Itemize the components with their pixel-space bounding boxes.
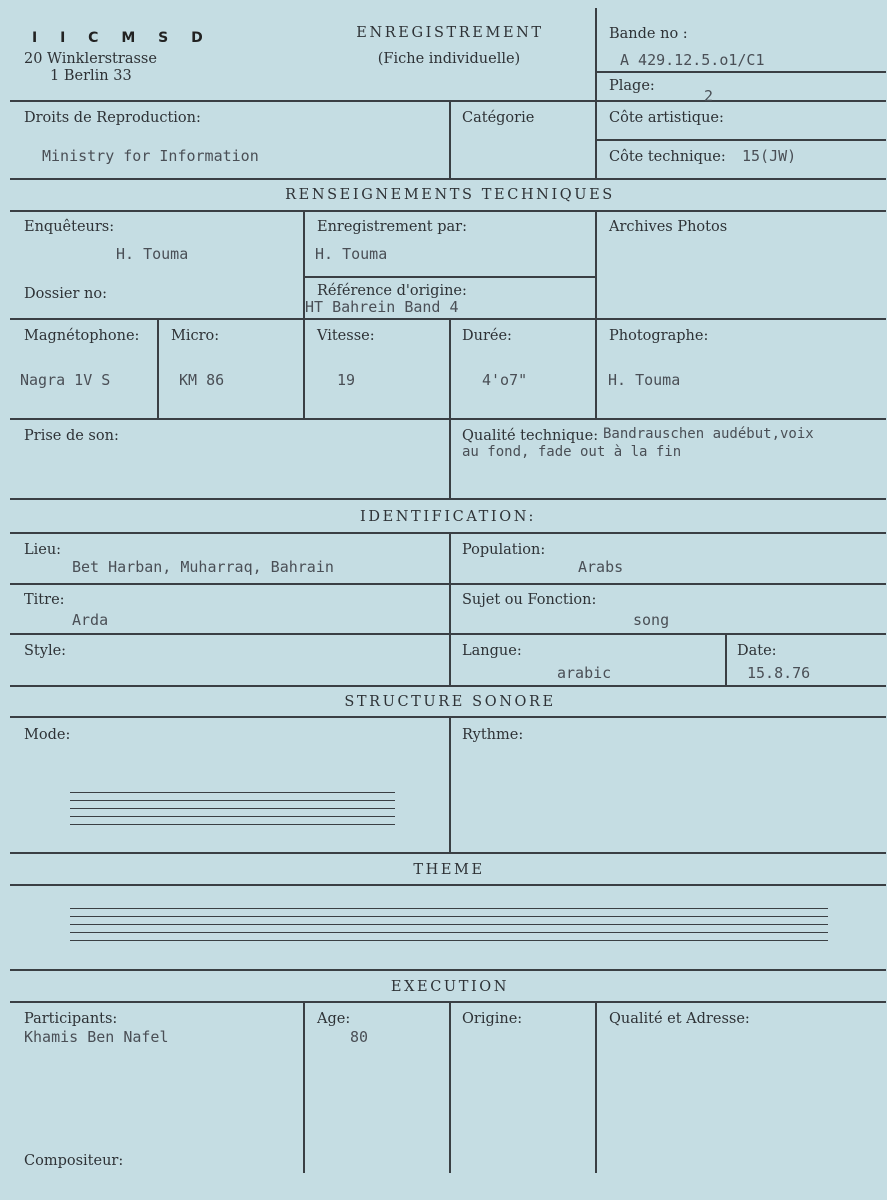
lieu-value: Bet Harban, Muharraq, Bahrain [72, 558, 334, 576]
section-structure: STRUCTURE SONORE [344, 694, 556, 710]
rule-execution-bottom [10, 1001, 886, 1003]
population-label: Population: [462, 542, 546, 558]
rule-execution-top [10, 969, 886, 971]
mode-staff-line [70, 816, 395, 817]
qualite-adresse-label: Qualité et Adresse: [609, 1011, 750, 1027]
participants-label: Participants: [24, 1011, 118, 1027]
theme-staff-line [70, 916, 828, 917]
sujet-value: song [633, 611, 670, 629]
mode-staff-line [70, 824, 395, 825]
enqueteurs-value: H. Touma [116, 245, 189, 263]
mode-label: Mode: [24, 727, 71, 743]
institute-logo: I I C M S D [32, 30, 212, 46]
form-subtitle: (Fiche individuelle) [377, 51, 521, 67]
rule-header-bottom [10, 100, 886, 102]
rule-structure-top [10, 685, 886, 687]
rule-theme-top [10, 852, 886, 854]
origine-label: Origine: [462, 1011, 523, 1027]
micro-value: KM 86 [179, 371, 225, 389]
archives-photos-label: Archives Photos [609, 219, 728, 235]
rule-technique-bottom [10, 210, 886, 212]
institute-street: 20 Winklerstrasse [24, 51, 157, 67]
rule-lieu-bottom [10, 583, 886, 585]
theme-staff-line [70, 932, 828, 933]
magnetophone-label: Magnétophone: [24, 328, 140, 344]
participants-value: Khamis Ben Nafel [24, 1028, 169, 1046]
rule-equipment-bottom [10, 418, 886, 420]
reference-label: Référence d'origine: [317, 283, 467, 299]
magnetophone-value: Nagra 1V S [20, 371, 111, 389]
photographe-label: Photographe: [609, 328, 709, 344]
langue-value: arabic [557, 664, 612, 682]
age-value: 80 [350, 1028, 369, 1046]
photographe-value: H. Touma [608, 371, 681, 389]
reference-value: HT Bahrein Band 4 [305, 298, 459, 316]
section-theme: THEME [413, 862, 485, 878]
cote-technique-value: 15(JW) [742, 147, 797, 165]
mode-staff-line [70, 808, 395, 809]
institute-city: 1 Berlin 33 [50, 68, 132, 84]
date-value: 15.8.76 [747, 664, 811, 682]
droits-value: Ministry for Information [42, 147, 259, 165]
droits-label: Droits de Reproduction: [24, 110, 201, 126]
plage-label: Plage: [609, 78, 655, 94]
prise-de-son-label: Prise de son: [24, 428, 119, 444]
population-value: Arabs [578, 558, 624, 576]
rule-cote-artistique-bottom [596, 139, 886, 141]
rule-identification-bottom [10, 532, 886, 534]
rule-enqueteurs-bottom [303, 276, 596, 278]
rule-v-duree-left [449, 318, 451, 498]
rule-identification-top [10, 498, 886, 500]
enregistrement-par-value: H. Touma [315, 245, 388, 263]
rule-v-ident-middle [449, 532, 451, 685]
plage-value: 2 [704, 87, 714, 105]
rule-v-droits-right [449, 100, 451, 178]
titre-label: Titre: [24, 592, 65, 608]
form-title: ENREGISTREMENT [356, 25, 544, 41]
rythme-label: Rythme: [462, 727, 524, 743]
rule-v-exec-col4 [595, 1001, 597, 1173]
vitesse-value: 19 [337, 371, 356, 389]
duree-value: 4'o7" [482, 371, 528, 389]
duree-label: Durée: [462, 328, 512, 344]
rule-titre-bottom [10, 633, 886, 635]
bande-value: A 429.12.5.o1/C1 [620, 51, 765, 69]
rule-v-exec-col3 [449, 1001, 451, 1173]
rule-v-exec-col2 [303, 1001, 305, 1173]
section-execution: EXECUTION [390, 979, 510, 995]
theme-staff-line [70, 940, 828, 941]
cote-artistique-label: Côte artistique: [609, 110, 724, 126]
mode-staff-line [70, 800, 395, 801]
enregistrement-par-label: Enregistrement par: [317, 219, 467, 235]
micro-label: Micro: [171, 328, 220, 344]
rule-v-date-left [725, 633, 727, 685]
rule-dossier-bottom [10, 318, 886, 320]
vitesse-label: Vitesse: [317, 328, 375, 344]
mode-staff-line [70, 792, 395, 793]
section-technique: RENSEIGNEMENTS TECHNIQUES [285, 187, 615, 203]
langue-label: Langue: [462, 643, 522, 659]
section-identification: IDENTIFICATION: [360, 509, 536, 525]
dossier-label: Dossier no: [24, 286, 107, 302]
qualite-technique-label: Qualité technique: [462, 428, 599, 444]
qualite-technique-line2: au fond, fade out à la fin [462, 444, 682, 460]
rule-v-structure-middle [449, 716, 451, 852]
rule-v-header-right [595, 8, 597, 178]
lieu-label: Lieu: [24, 542, 62, 558]
enqueteurs-label: Enquêteurs: [24, 219, 115, 235]
rule-bande-bottom [596, 71, 886, 73]
age-label: Age: [317, 1011, 351, 1027]
compositeur-label: Compositeur: [24, 1153, 124, 1169]
theme-staff-line [70, 908, 828, 909]
categorie-label: Catégorie [462, 110, 535, 126]
bande-label: Bande no : [609, 26, 688, 42]
sujet-label: Sujet ou Fonction: [462, 592, 597, 608]
style-label: Style: [24, 643, 67, 659]
rule-theme-bottom [10, 884, 886, 886]
rule-v-tech-col4 [595, 210, 597, 418]
rule-technique-top [10, 178, 886, 180]
theme-staff-line [70, 924, 828, 925]
titre-value: Arda [72, 611, 109, 629]
rule-v-micro-left [157, 318, 159, 418]
qualite-technique-line1: Bandrauschen audébut,voix [603, 426, 814, 442]
date-label: Date: [737, 643, 777, 659]
cote-technique-label: Côte technique: [609, 149, 726, 165]
rule-structure-bottom [10, 716, 886, 718]
